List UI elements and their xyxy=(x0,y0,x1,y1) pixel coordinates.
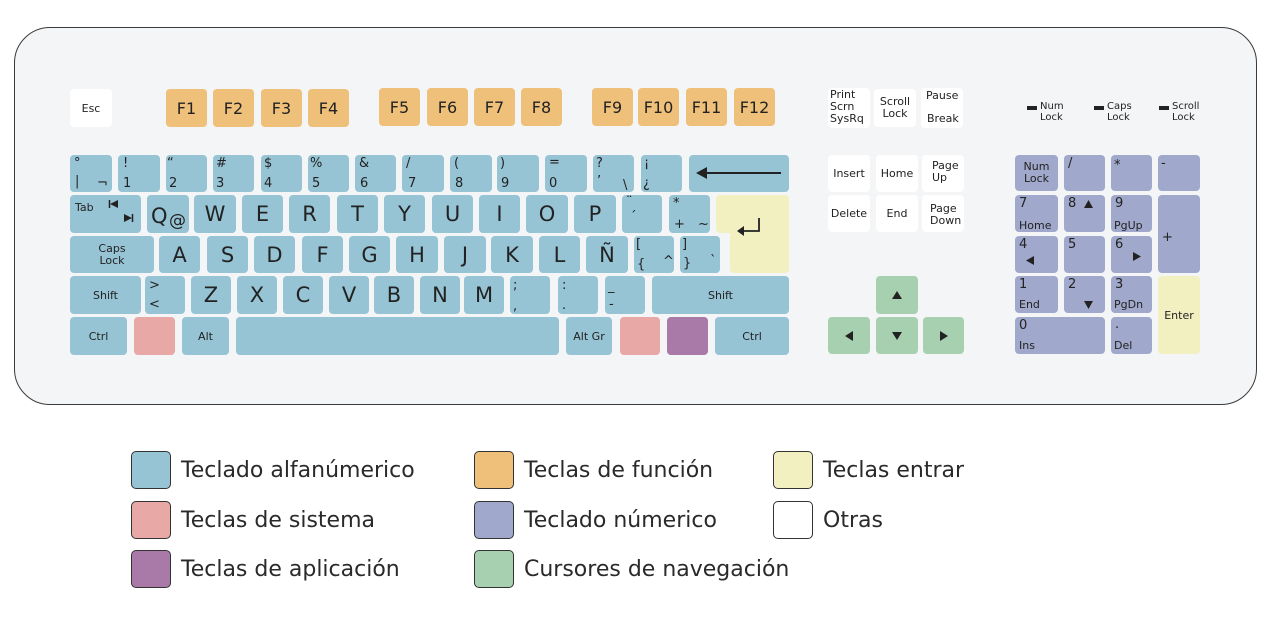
num-lock-light-icon xyxy=(1027,106,1037,110)
key-numpad-3[interactable]: 3 PgDn xyxy=(1111,276,1152,313)
key-h[interactable]: H xyxy=(396,236,438,273)
key-9[interactable]: ) 9 xyxy=(497,155,539,192)
key-numpad-6[interactable]: 6 xyxy=(1111,236,1152,273)
key-ctrl-left[interactable]: Ctrl xyxy=(70,317,127,355)
key-space[interactable] xyxy=(236,317,559,355)
key-less-than[interactable]: > < xyxy=(145,276,185,314)
key-numpad-minus[interactable]: - xyxy=(1158,155,1200,191)
key-g[interactable]: G xyxy=(349,236,390,273)
key-o[interactable]: O xyxy=(526,195,568,233)
key-z[interactable]: Z xyxy=(191,276,231,314)
key-b[interactable]: B xyxy=(374,276,414,314)
key-end[interactable]: End xyxy=(876,195,918,232)
legend-label: Teclas entrar xyxy=(823,457,965,483)
legend-label: Teclado alfanúmerico xyxy=(181,457,415,483)
key-numpad-7[interactable]: 7 Home xyxy=(1015,195,1058,232)
key-windows-right[interactable] xyxy=(620,317,660,355)
key-windows-left[interactable] xyxy=(134,317,175,355)
key-esc[interactable]: Esc xyxy=(70,89,112,127)
key-0[interactable]: = 0 xyxy=(545,155,587,192)
key-arrow-right[interactable] xyxy=(923,317,964,354)
key-plus[interactable]: * + ~ xyxy=(669,195,710,233)
key-2[interactable]: “ 2 xyxy=(166,155,207,192)
key-page-down[interactable]: Page Down xyxy=(922,195,964,232)
legend-otras xyxy=(773,501,883,539)
arrow-right-icon xyxy=(940,331,948,341)
legend-swatch xyxy=(773,501,813,539)
key-7[interactable]: / 7 xyxy=(402,155,444,192)
arrow-right-icon xyxy=(1133,252,1141,261)
legend-label: Teclas de sistema xyxy=(181,507,375,533)
key-numpad-decimal[interactable]: . Del xyxy=(1111,317,1152,354)
key-numpad-0[interactable]: 0 Ins xyxy=(1015,317,1105,354)
tab-left-icon xyxy=(108,199,120,209)
key-numpad-8[interactable]: 8 xyxy=(1064,195,1105,232)
key-home[interactable]: Home xyxy=(876,155,918,192)
key-5[interactable]: % 5 xyxy=(308,155,349,192)
key-arrow-left[interactable] xyxy=(828,317,870,354)
key-numpad-enter[interactable]: Enter xyxy=(1158,276,1200,354)
key-page-up[interactable]: Page Up xyxy=(922,155,964,192)
key-n[interactable]: N xyxy=(420,276,460,314)
key-f[interactable]: F xyxy=(302,236,343,273)
key-f4[interactable]: F4 xyxy=(308,89,349,127)
legend-aplicacion xyxy=(131,550,400,588)
key-num-lock[interactable]: Num Lock xyxy=(1015,155,1058,191)
key-w[interactable]: W xyxy=(194,195,236,233)
key-f3[interactable]: F3 xyxy=(261,89,302,127)
legend-label: Otras xyxy=(823,507,883,533)
key-m[interactable]: M xyxy=(464,276,504,314)
key-q[interactable]: Q @ xyxy=(147,195,189,233)
enter-return-icon xyxy=(735,217,763,239)
key-diaeresis[interactable]: ¨ ´ xyxy=(622,195,662,233)
pause-label: Pause xyxy=(926,89,959,102)
arrow-up-icon xyxy=(892,291,902,299)
legend-label: Teclas de función xyxy=(524,457,714,483)
key-insert[interactable]: Insert xyxy=(828,155,870,192)
key-8[interactable]: ( 8 xyxy=(450,155,492,192)
legend-sistema xyxy=(131,501,375,539)
key-u[interactable]: U xyxy=(432,195,473,233)
key-y[interactable]: Y xyxy=(384,195,425,233)
key-f7[interactable]: F7 xyxy=(474,88,515,126)
arrow-left-icon xyxy=(845,331,853,341)
key-f12[interactable]: F12 xyxy=(734,88,775,126)
key-numpad-slash[interactable]: / xyxy=(1064,155,1105,191)
key-colon[interactable]: : . xyxy=(558,276,598,314)
key-alt-gr[interactable]: Alt Gr xyxy=(566,317,612,355)
legend-swatch xyxy=(131,550,171,588)
legend-swatch xyxy=(773,451,813,489)
key-print-screen[interactable]: Print Scrn SysRq xyxy=(828,88,870,128)
key-f1[interactable]: F1 xyxy=(166,89,207,127)
key-k[interactable]: K xyxy=(491,236,533,273)
key-numpad-9[interactable]: 9 PgUp xyxy=(1111,195,1152,232)
key-pause-break[interactable] xyxy=(921,88,963,128)
key-inverted-exclamation[interactable]: ¡ ¿ xyxy=(641,155,682,192)
key-d[interactable]: D xyxy=(254,236,295,273)
key-shift-right[interactable]: Shift xyxy=(652,276,789,314)
key-dash[interactable]: _ - xyxy=(605,276,645,314)
num-lock-indicator: Num Lock xyxy=(1040,101,1064,123)
key-ctrl-right[interactable]: Ctrl xyxy=(715,317,789,355)
legend-swatch xyxy=(474,501,514,539)
key-e[interactable]: E xyxy=(242,195,283,233)
key-f6[interactable]: F6 xyxy=(427,88,468,126)
key-f9[interactable]: F9 xyxy=(592,88,633,126)
key-a[interactable]: A xyxy=(159,236,200,273)
legend-alfanumerico xyxy=(131,451,415,489)
key-tab[interactable]: Tab xyxy=(70,195,141,233)
key-l[interactable]: L xyxy=(539,236,580,273)
key-p[interactable]: P xyxy=(574,195,616,233)
key-c[interactable]: C xyxy=(283,276,323,314)
tab-right-icon xyxy=(122,213,134,223)
legend-swatch xyxy=(131,451,171,489)
legend-swatch xyxy=(474,550,514,588)
key-degree[interactable]: ° | ¬ xyxy=(70,155,112,192)
key-alt[interactable]: Alt xyxy=(182,317,229,355)
key-shift-left[interactable]: Shift xyxy=(70,276,141,314)
key-t[interactable]: T xyxy=(337,195,378,233)
key-4[interactable]: $ 4 xyxy=(261,155,302,192)
key-numpad-4[interactable]: 4 xyxy=(1015,236,1058,273)
arrow-left-icon xyxy=(1026,256,1034,265)
legend-funcion xyxy=(474,451,713,489)
key-delete[interactable]: Delete xyxy=(828,195,870,232)
key-s[interactable]: S xyxy=(207,236,248,273)
key-numpad-1[interactable]: 1 End xyxy=(1015,276,1058,313)
key-r[interactable]: R xyxy=(289,195,330,233)
key-arrow-down[interactable] xyxy=(876,317,918,354)
key-f11[interactable]: F11 xyxy=(686,88,727,126)
key-arrow-up[interactable] xyxy=(876,276,918,314)
key-open-bracket[interactable]: [ { ^ xyxy=(636,237,674,272)
key-menu[interactable] xyxy=(667,317,708,355)
legend-navegacion xyxy=(474,550,789,588)
key-j[interactable]: J xyxy=(444,236,486,273)
key-numpad-2[interactable]: 2 xyxy=(1064,276,1105,313)
key-scroll-lock[interactable]: Scroll Lock xyxy=(874,89,916,127)
key-numpad-asterisk[interactable]: * xyxy=(1111,155,1152,191)
key-n-tilde[interactable]: Ñ xyxy=(586,236,628,273)
key-3[interactable]: # 3 xyxy=(213,155,254,192)
legend-numerico xyxy=(474,501,717,539)
arrow-up-icon xyxy=(1084,200,1093,208)
scroll-lock-indicator: Scroll Lock xyxy=(1172,101,1199,123)
scroll-lock-light-icon xyxy=(1159,106,1169,110)
legend-swatch xyxy=(131,501,171,539)
key-i[interactable]: I xyxy=(479,195,520,233)
arrow-down-icon xyxy=(1084,301,1093,309)
legend-label: Cursores de navegación xyxy=(524,556,790,582)
key-6[interactable]: & 6 xyxy=(355,155,396,192)
caps-lock-indicator: Caps Lock xyxy=(1107,101,1132,123)
legend-label: Teclas de aplicación xyxy=(181,556,400,582)
key-caps-lock[interactable]: Caps Lock xyxy=(70,236,154,273)
backspace-arrow-icon xyxy=(695,166,783,180)
legend-swatch xyxy=(474,451,514,489)
arrow-down-icon xyxy=(892,332,902,340)
key-enter-main-lower[interactable] xyxy=(730,229,789,273)
key-close-bracket[interactable]: ] } ` xyxy=(680,236,720,273)
key-semicolon[interactable]: ; , xyxy=(510,276,550,314)
key-x[interactable]: X xyxy=(237,276,277,314)
key-f2[interactable]: F2 xyxy=(213,89,254,127)
caps-lock-light-icon xyxy=(1094,106,1104,110)
legend-label: Teclado númerico xyxy=(524,507,717,533)
key-numpad-5[interactable]: 5 xyxy=(1064,236,1105,273)
key-apostrophe[interactable]: ? ’ \ xyxy=(593,155,634,192)
key-f10[interactable]: F10 xyxy=(638,88,679,126)
key-1[interactable]: ! 1 xyxy=(118,155,160,192)
key-f8[interactable]: F8 xyxy=(521,88,562,126)
legend-entrar xyxy=(773,451,964,489)
key-f5[interactable]: F5 xyxy=(379,88,420,126)
key-backspace[interactable] xyxy=(689,155,789,192)
break-label: Break xyxy=(927,112,959,125)
key-numpad-plus[interactable]: + xyxy=(1158,195,1200,273)
key-v[interactable]: V xyxy=(329,276,369,314)
